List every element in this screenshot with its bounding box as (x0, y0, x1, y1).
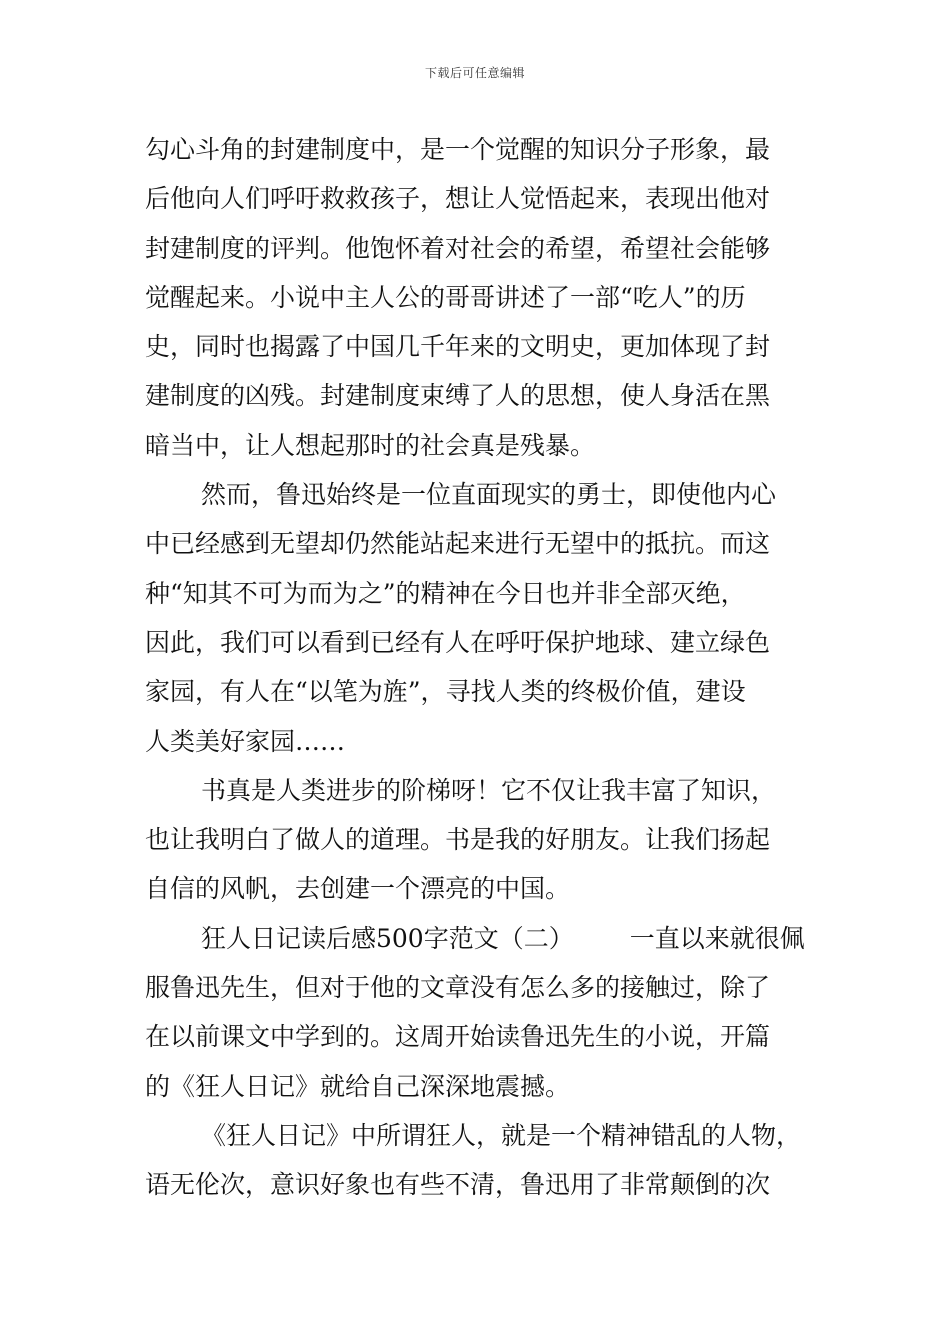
document-body (145, 125, 810, 1210)
section-heading-line (145, 914, 810, 963)
text-line: 的《狂人日记》就给自己深深地震撼。 (145, 1071, 571, 1101)
text-line: 自信的风帆，去创建一个漂亮的中国。 (145, 874, 571, 904)
text-line: 在以前课文中学到的。这周开始读鲁迅先生的小说，开篇 (145, 1022, 771, 1052)
text-line: 语无伦次，意识好象也有些不清，鲁迅用了非常颠倒的次 (145, 1170, 771, 1200)
text-line: 也让我明白了做人的道理。书是我的好朋友。让我们扬起 (145, 825, 771, 855)
text-line: 因此，我们可以看到已经有人在呼吁保护地球、建立绿色 (145, 627, 771, 657)
header-note: 下载后可任意编辑 (424, 66, 525, 80)
text-line: 人类美好家园…… (145, 726, 346, 756)
text-line: 史，同时也揭露了中国几千年来的文明史，更加体现了封 (145, 332, 771, 362)
paragraph-start-line: 然而，鲁迅始终是一位直面现实的勇士，即使他内心 (201, 480, 777, 510)
section-heading: 狂人日记读后感500字范文（二） (201, 923, 574, 953)
text-line: 后他向人们呼吁救救孩子，想让人觉悟起来，表现出他对 (145, 184, 771, 214)
text-line: 服鲁迅先生，但对于他的文章没有怎么多的接触过，除了 (145, 973, 771, 1003)
text-line: 种“知其不可为而为之”的精神在今日也并非全部灭绝， (145, 578, 746, 608)
text-line: 勾心斗角的封建制度中，是一个觉醒的知识分子形象，最 (145, 135, 771, 164)
heading-line-continuation: 一直以来就很佩 (629, 923, 805, 953)
text-line: 暗当中，让人想起那时的社会真是残暴。 (145, 430, 596, 460)
text-line: 建制度的凶残。封建制度束缚了人的思想，使人身活在黑 (145, 381, 771, 411)
paragraph-start-line: 书真是人类进步的阶梯呀！它不仅让我丰富了知识， (201, 775, 777, 805)
text-line: 家园，有人在“以笔为旌”，寻找人类的终极价值，建设 (145, 677, 746, 707)
paragraph-start-line: 《狂人日记》中所谓狂人，就是一个精神错乱的人物， (201, 1120, 802, 1150)
text-line: 封建制度的评判。他饱怀着对社会的希望，希望社会能够 (145, 233, 771, 263)
text-line: 中已经感到无望却仍然能站起来进行无望中的抵抗。而这 (145, 529, 771, 559)
text-line: 觉醒起来。小说中主人公的哥哥讲述了一部“吃人”的历 (145, 282, 746, 312)
